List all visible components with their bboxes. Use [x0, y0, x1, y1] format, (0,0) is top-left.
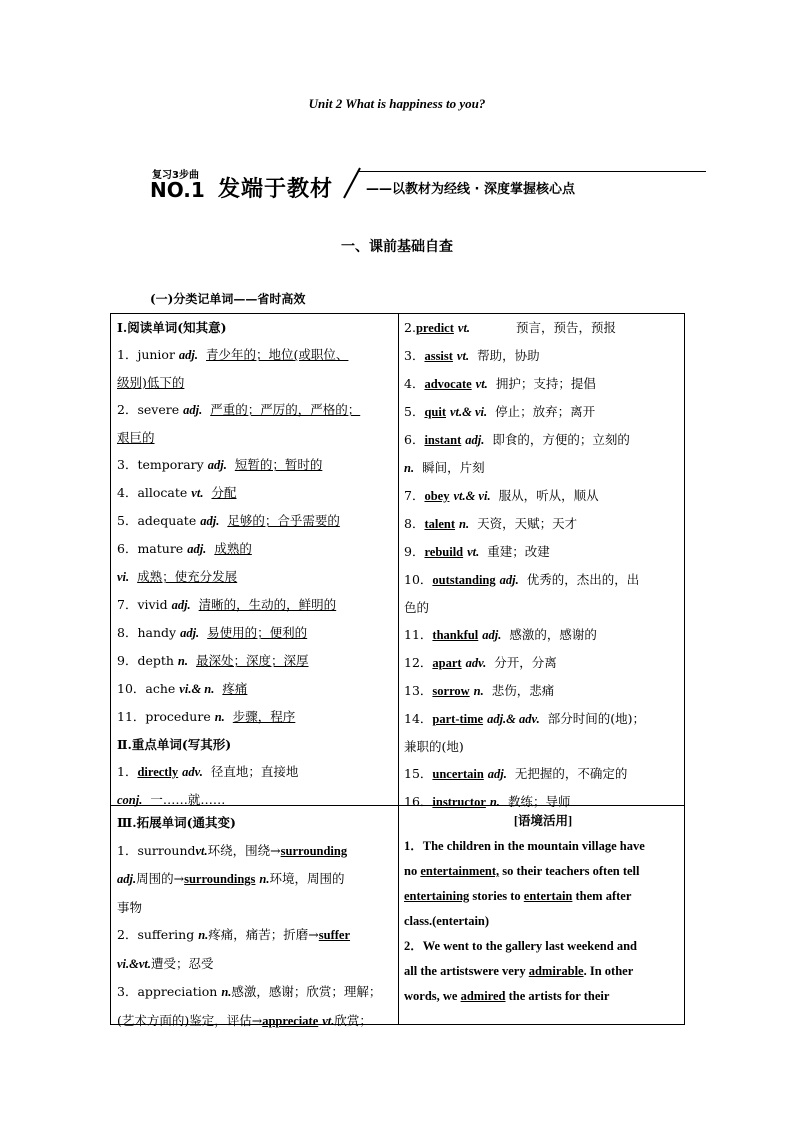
extended-words-heading: Ⅲ.拓展单词(通其变) [117, 815, 236, 830]
word-entry: 11．procedure n. 步骤，程序 [117, 709, 296, 724]
word-entry: 3．appreciation n.感激，感谢；欣赏；理解； [117, 984, 382, 999]
word-entry-cont: vi.&vt.遭受；忍受 [117, 955, 214, 971]
word-entry: 5．quit vt.& vi. 停止；放弃；离开 [404, 404, 596, 419]
word-entry: 16．instructor n. 教练；导师 [404, 794, 571, 809]
context-practice-cell [404, 809, 682, 1009]
practice-line: no entertainment, so their teachers often tell [404, 864, 640, 878]
banner-tagline: ——以教材为经线 · 深度掌握核心点 [366, 182, 575, 197]
subsection-title: (一)分类记单词——省时高效 [150, 292, 306, 306]
word-entry: 1．junior adj. 青少年的；地位(或职位、 [117, 347, 349, 362]
word-entry-cont: 级别)低下的 [117, 375, 185, 390]
word-entry: 4．allocate vt. 分配 [117, 485, 237, 500]
extended-words-cell [117, 809, 395, 1035]
word-entry: 7．obey vt.& vi. 服从，听从，顺从 [404, 488, 599, 503]
word-entry: 5．adequate adj. 足够的；合乎需要的 [117, 513, 340, 528]
word-entry-cont: (艺术方面的)鉴定，评估→appreciate vt.欣赏； [117, 1012, 372, 1028]
word-entry: 15．uncertain adj. 无把握的，不确定的 [404, 766, 628, 781]
word-entry: 11．thankful adj. 感激的，感谢的 [404, 627, 597, 642]
word-entry-cont: n. 瞬间，片刻 [404, 460, 485, 475]
reading-words-cell [117, 314, 395, 814]
word-entry-cont: 色的 [404, 600, 430, 615]
word-entry: 13．sorrow n. 悲伤，悲痛 [404, 683, 555, 698]
word-entry-cont: 艰巨的 [117, 430, 155, 445]
word-entry: 10．outstanding adj. 优秀的，杰出的，出 [404, 572, 640, 587]
word-entry: 3．assist vt. 帮助，协助 [404, 348, 540, 363]
word-entry: 2．severe adj. 严重的；严厉的，严格的； [117, 402, 361, 417]
section-banner [148, 166, 708, 202]
banner-number: NO.1 [150, 178, 205, 202]
banner-heading: 发端于教材 [218, 177, 334, 202]
word-entry: 10．ache vi.& n. 疼痛 [117, 681, 248, 696]
practice-line: class.(entertain) [404, 914, 490, 928]
word-entry: 14．part-time adj.& adv. 部分时间的(地)； [404, 711, 645, 726]
practice-line: 1．The children in the mountain village have [404, 839, 645, 853]
banner-steps: 复习3步曲 [152, 170, 199, 181]
word-entry-cont: conj. 一……就…… [117, 792, 226, 807]
key-words-cell [404, 314, 682, 816]
word-entry: 1．directly adv. 径直地；直接地 [117, 764, 299, 779]
word-entry: 6．mature adj. 成熟的 [117, 541, 252, 556]
word-entry: 8．talent n. 天资，天赋；天才 [404, 516, 578, 531]
word-entry: 8．handy adj. 易使用的；便利的 [117, 625, 308, 640]
word-entry: 2．suffering n.疼痛，痛苦；折磨→suffer [117, 927, 351, 942]
practice-line: 2．We went to the gallery last weekend and [404, 939, 637, 953]
vocabulary-table [110, 313, 685, 1028]
word-entry: 6．instant adj. 即食的，方便的；立刻的 [404, 432, 630, 447]
word-entry: 7．vivid adj. 清晰的，生动的，鲜明的 [117, 597, 337, 612]
banner-rule [358, 171, 706, 172]
word-entry: 4．advocate vt. 拥护；支持；提倡 [404, 376, 596, 391]
word-entry: 9．rebuild vt. 重建；改建 [404, 544, 550, 559]
practice-line: words, we admired the artists for their [404, 989, 610, 1003]
table-column-divider [398, 314, 399, 1024]
word-entry-cont: adj.周围的→surroundings n.环境，周围的 [117, 871, 345, 886]
practice-line: all the artistswere very admirable. In other [404, 964, 634, 978]
word-entry-cont: 事物 [117, 899, 143, 915]
word-entry: 1．surroundvt.环绕，围绕→surrounding [117, 842, 348, 858]
section-title: 一、课前基础自查 [341, 239, 453, 255]
word-entry-cont: 兼职的(地) [404, 739, 464, 754]
word-entry: 2.predict vt. 预言，预告，预报 [404, 320, 617, 335]
reading-words-heading: Ⅰ.阅读单词(知其意) [117, 320, 227, 335]
practice-line: entertaining stories to entertain them after [404, 889, 632, 903]
context-practice-heading: [语境活用] [513, 814, 573, 828]
word-entry: 12．apart adv. 分开，分离 [404, 655, 557, 670]
word-entry: 3．temporary adj. 短暂的；暂时的 [117, 457, 323, 472]
unit-title: Unit 2 What is happiness to you? [308, 96, 486, 111]
word-entry-cont: vi. 成熟；使充分发展 [117, 569, 238, 584]
key-words-heading: Ⅱ.重点单词(写其形) [117, 737, 232, 752]
word-entry: 9．depth n. 最深处；深度；深厚 [117, 653, 309, 668]
